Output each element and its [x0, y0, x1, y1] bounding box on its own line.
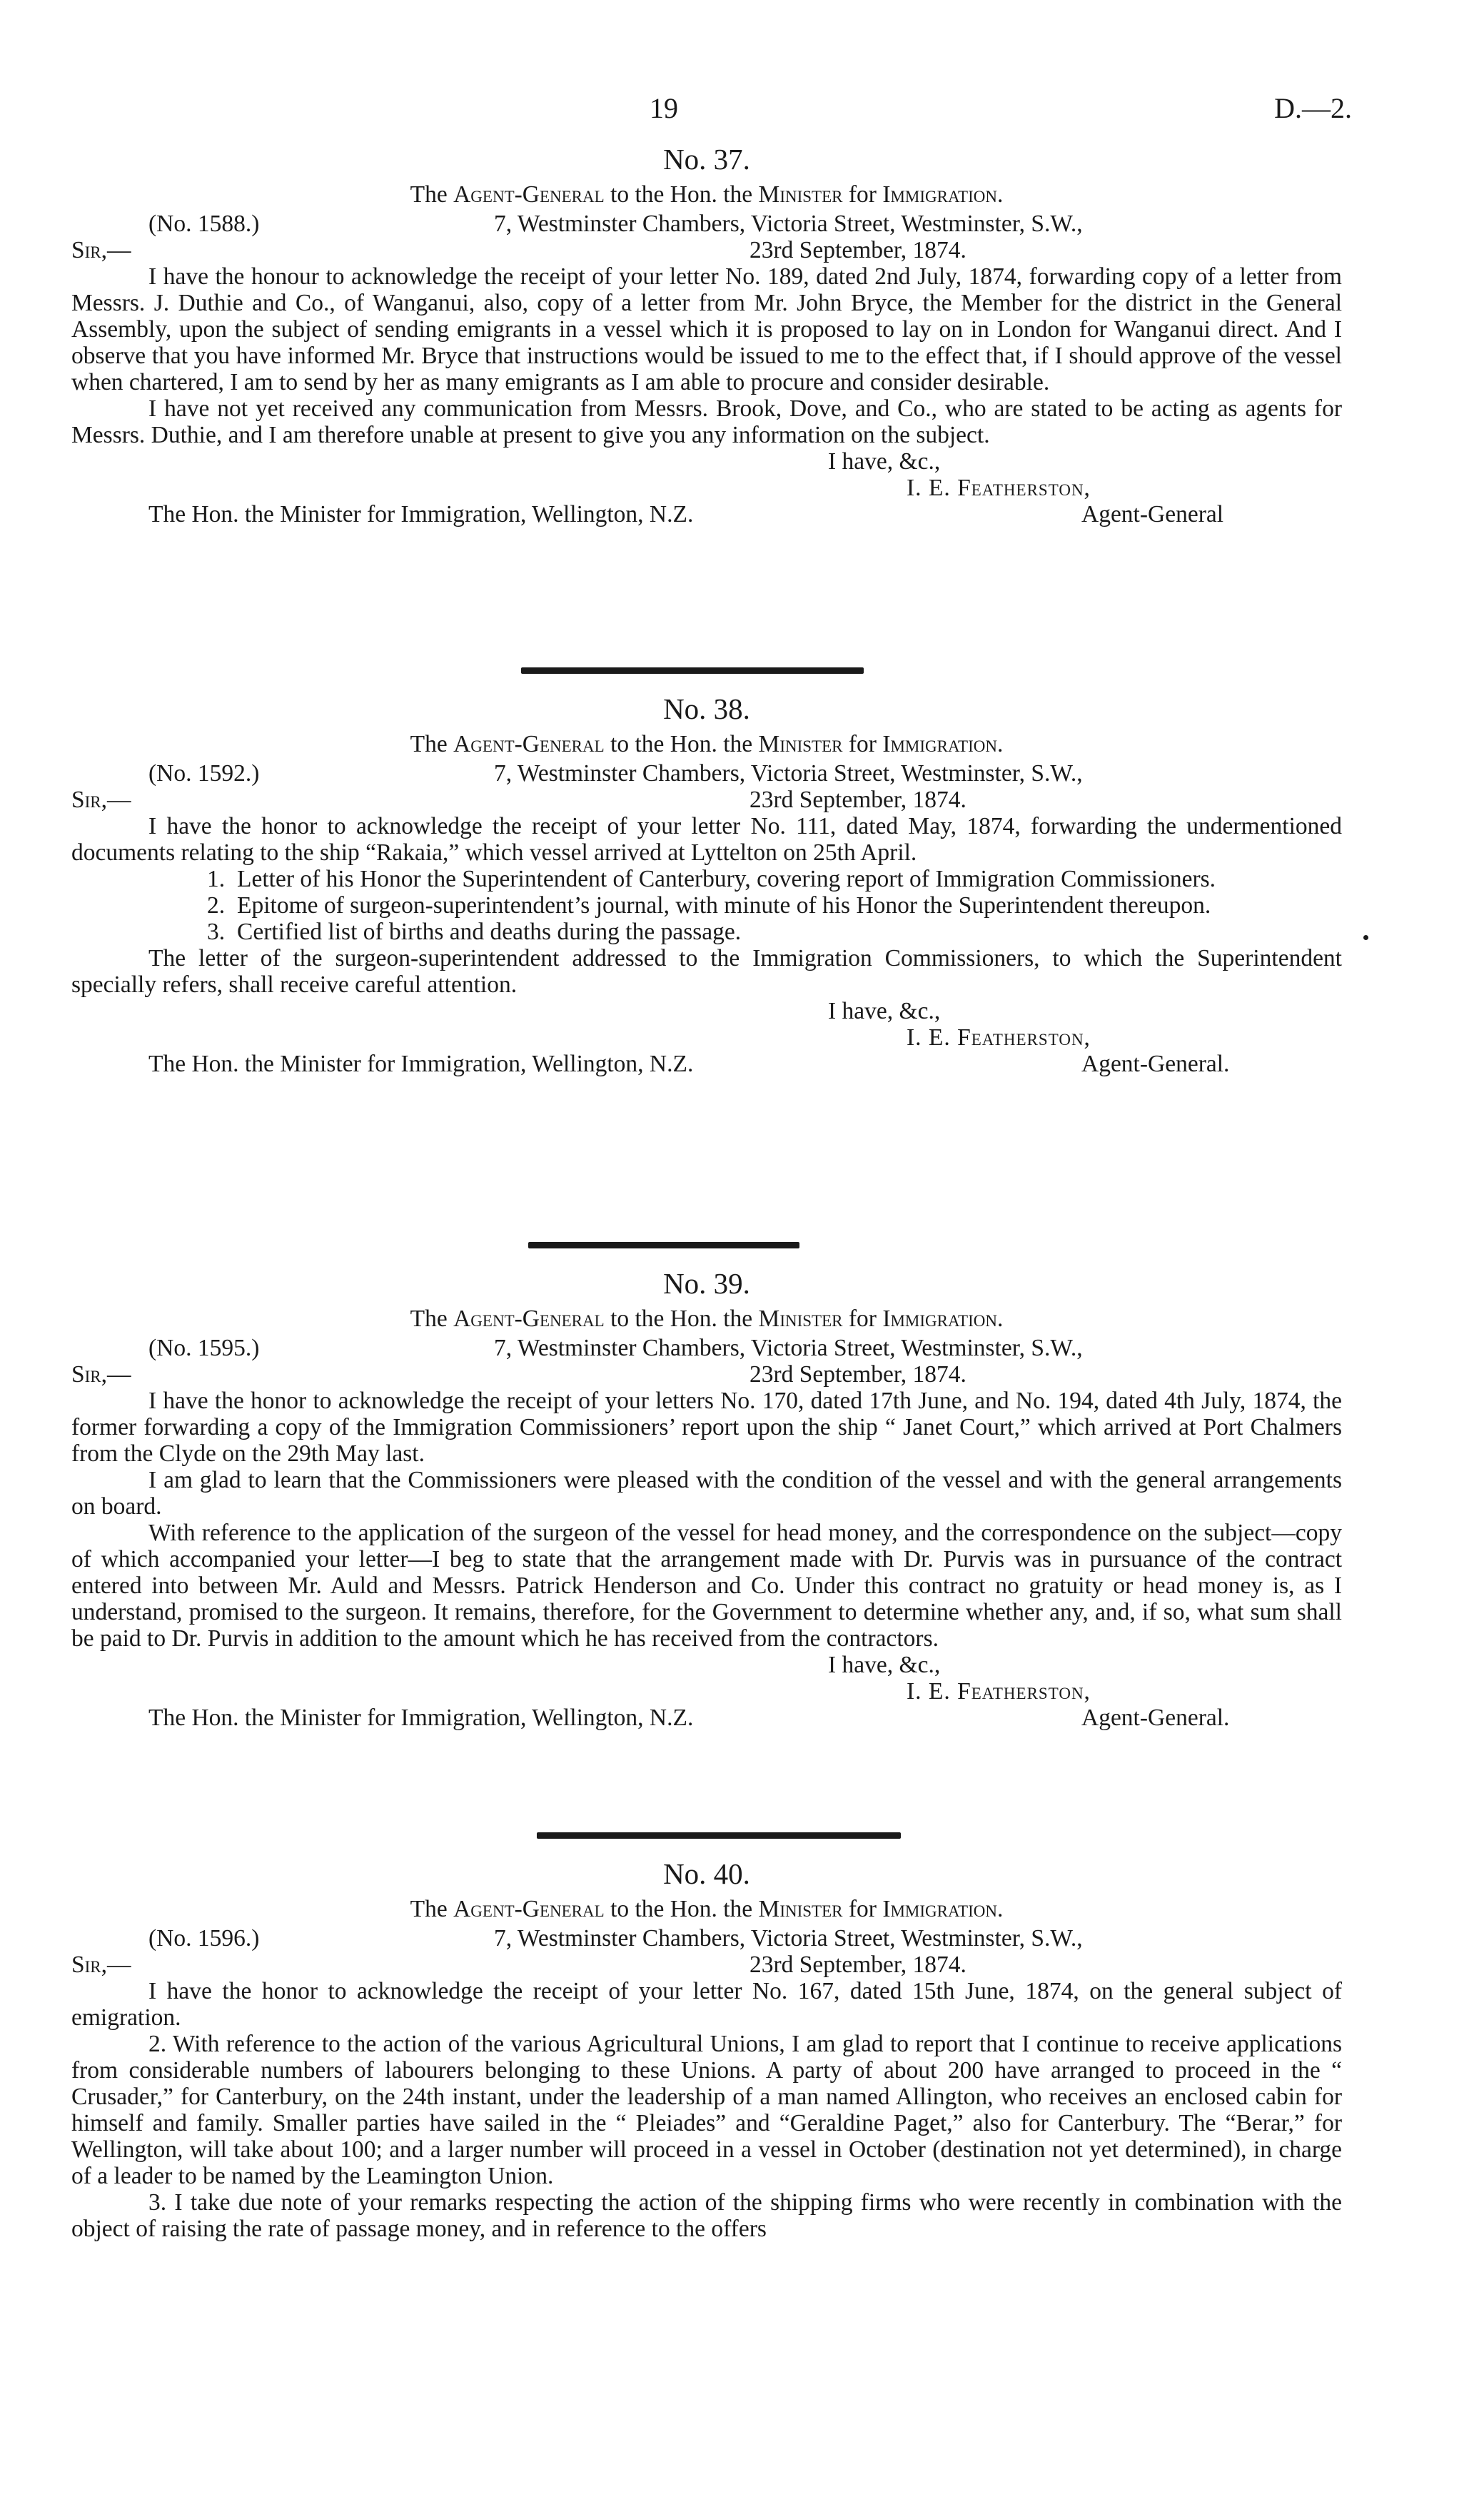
salutation: Sir,— — [71, 1361, 131, 1388]
letter-subheading — [71, 1306, 1342, 1332]
reference-row — [71, 1335, 1342, 1361]
sub-to: to the Hon. the — [610, 181, 753, 208]
sub-for: for — [848, 1896, 877, 1922]
sender-address: 7, Westminster Chambers, Victoria Street, Westminster, S.W., — [494, 1925, 1083, 1952]
sub-from: The — [410, 1896, 448, 1922]
letter-subheading — [71, 181, 1342, 208]
sub-immigration: Immigration. — [882, 1896, 1004, 1922]
sub-immigration: Immigration. — [882, 1306, 1004, 1332]
addressee: The Hon. the Minister for Immigration, Wellington, N.Z. — [148, 501, 694, 527]
salutation: Sir,— — [71, 237, 131, 263]
salutation-row — [71, 1952, 1342, 1978]
sub-agent: Agent-General — [453, 1306, 605, 1332]
sub-agent: Agent-General — [453, 1896, 605, 1922]
sub-to: to the Hon. the — [610, 1306, 753, 1332]
signer-role: Agent-General. — [1081, 1051, 1230, 1077]
section-divider — [528, 1242, 799, 1248]
letter-date: 23rd September, 1874. — [749, 237, 966, 263]
body-paragraph: With reference to the application of the surgeon of the vessel for head money, and the correspondence on the subject—copy of which accompanied your letter—I beg to state that the arrangement made with Dr. Purvis was in pursuance of the contract entered into between Mr. Auld and Messrs. Patrick Henderson and Co. Under this contract no gratuity or head money is, as I understand, promised to the surgeon. It remains, therefore, for the Government to determine whether any, and, if so, what sum shall be paid to Dr. Purvis in addition to the amount which he has received from the contractors. — [71, 1520, 1342, 1652]
letter-subheading — [71, 731, 1342, 757]
list-number: 2. — [207, 892, 226, 919]
letter-38 — [71, 692, 1342, 1077]
addressee: The Hon. the Minister for Immigration, Wellington, N.Z. — [148, 1705, 694, 1731]
sub-to: to the Hon. the — [610, 731, 753, 757]
list-item — [71, 892, 1342, 919]
sub-immigration: Immigration. — [882, 731, 1004, 757]
body-paragraph: The letter of the surgeon-superintendent addressed to the Immigration Commissioners, to which the Superintendent specially refers, shall receive careful attention. — [71, 945, 1342, 998]
body-paragraph: 2. With reference to the action of the various Agricultural Unions, I am glad to report that I continue to receive applications from considerable numbers of labourers belonging to these Unions. A party of about 200 have arranged to proceed in the “ Crusader,” for Canterbury, on the 24th instant, under the leadership of a man named Allington, who receives an enclosed cabin for himself and family. Smaller parties have sailed in the “ Pleiades” and “Geraldine Paget,” also for Canterbury. The “Berar,” for Wellington, will take about 100; and a larger number will proceed in a vessel in October (destination not yet determined), in charge of a leader to be named by the Leamington Union. — [71, 2031, 1342, 2189]
signer-role: Agent-General — [1081, 501, 1224, 527]
body-paragraph: I have the honour to acknowledge the receipt of your letter No. 189, dated 2nd July, 1874, forwarding copy of a letter from Messrs. J. Duthie and Co., of Wanganui, also, copy of a letter from Mr. John Bryce, the Member for the district in the General Assembly, upon the subject of sending emigrants in a vessel which it is proposed to lay on in London for Wanganui direct. And I observe that you have informed Mr. Bryce that instructions would be issued to me to the effect that, if I should approve of the vessel when chartered, I am to send by her as many emigrants as I am able to procure and consider desirable. — [71, 263, 1342, 395]
reference-number: (No. 1596.) — [148, 1925, 260, 1952]
addressee: The Hon. the Minister for Immigration, Wellington, N.Z. — [148, 1051, 694, 1077]
sub-minister: Minister — [758, 1306, 843, 1332]
sub-from: The — [410, 1306, 448, 1332]
list-text: Epitome of surgeon-superintendent’s journal, with minute of his Honor the Superintendent thereupon. — [237, 892, 1211, 919]
signature: I. E. Featherston, — [907, 1024, 1091, 1051]
list-item — [71, 919, 1342, 945]
addressee-row — [71, 1051, 1342, 1077]
body-paragraph: I have the honor to acknowledge the receipt of your letter No. 167, dated 15th June, 1874, on the general subject of emigration. — [71, 1978, 1342, 2031]
list-number: 1. — [207, 866, 226, 892]
closing: I have, &c., — [828, 998, 941, 1024]
salutation: Sir,— — [71, 1952, 131, 1978]
body-paragraph: I have the honor to acknowledge the receipt of your letters No. 170, dated 17th June, and No. 194, dated 4th July, 1874, the former forwarding a copy of the Immigration Commissioners’ report upon the ship “ Janet Court,” which arrived at Port Chalmers from the Clyde on the 29th May last. — [71, 1388, 1342, 1467]
page-header — [0, 91, 1484, 134]
letter-39 — [71, 1267, 1342, 1731]
letter-subheading — [71, 1896, 1342, 1922]
salutation-row — [71, 1361, 1342, 1388]
sub-immigration: Immigration. — [882, 181, 1004, 208]
reference-row — [71, 760, 1342, 787]
reference-row — [71, 1925, 1342, 1952]
closing: I have, &c., — [828, 1652, 941, 1678]
salutation-row — [71, 787, 1342, 813]
sender-address: 7, Westminster Chambers, Victoria Street, Westminster, S.W., — [494, 1335, 1083, 1361]
signature: I. E. Featherston, — [907, 1678, 1091, 1705]
signer-role: Agent-General. — [1081, 1705, 1230, 1731]
reference-number: (No. 1592.) — [148, 760, 260, 787]
margin-mark — [1363, 935, 1368, 940]
letter-40 — [71, 1857, 1342, 2242]
letter-heading: No. 38. — [663, 692, 750, 725]
reference-number: (No. 1595.) — [148, 1335, 260, 1361]
page-number: 19 — [650, 92, 678, 124]
section-divider — [537, 1832, 901, 1839]
sub-to: to the Hon. the — [610, 1896, 753, 1922]
sub-from: The — [410, 181, 448, 208]
body-paragraph: I am glad to learn that the Commissioners were pleased with the condition of the vessel and with the general arrangements on board. — [71, 1467, 1342, 1520]
sub-minister: Minister — [758, 181, 843, 208]
addressee-row — [71, 501, 1342, 527]
body-paragraph: I have not yet received any communication from Messrs. Brook, Dove, and Co., who are stated to be acting as agents for Messrs. Duthie, and I am therefore unable at present to give you any information on the subject. — [71, 395, 1342, 448]
salutation: Sir,— — [71, 787, 131, 813]
closing: I have, &c., — [828, 448, 941, 475]
sender-address: 7, Westminster Chambers, Victoria Street, Westminster, S.W., — [494, 760, 1083, 787]
reference-row — [71, 211, 1342, 237]
letter-heading: No. 39. — [663, 1267, 750, 1300]
letter-date: 23rd September, 1874. — [749, 787, 966, 813]
list-number: 3. — [207, 919, 226, 945]
sub-for: for — [848, 181, 877, 208]
sub-agent: Agent-General — [453, 181, 605, 208]
body-paragraph: I have the honor to acknowledge the receipt of your letter No. 111, dated May, 1874, forwarding the undermentioned documents relating to the ship “Rakaia,” which vessel arrived at Lyttelton on 25th April. — [71, 813, 1342, 866]
document-series: D.—2. — [1274, 92, 1352, 124]
letter-date: 23rd September, 1874. — [749, 1952, 966, 1978]
sub-for: for — [848, 1306, 877, 1332]
sub-minister: Minister — [758, 1896, 843, 1922]
letter-date: 23rd September, 1874. — [749, 1361, 966, 1388]
sub-from: The — [410, 731, 448, 757]
enclosure-list — [71, 866, 1342, 945]
sender-address: 7, Westminster Chambers, Victoria Street, Westminster, S.W., — [494, 211, 1083, 237]
letter-heading: No. 40. — [663, 1857, 750, 1890]
reference-number: (No. 1588.) — [148, 211, 260, 237]
letter-37 — [71, 143, 1342, 527]
list-text: Letter of his Honor the Superintendent of Canterbury, covering report of Immigration Commissioners. — [237, 866, 1216, 892]
letter-heading: No. 37. — [663, 143, 750, 176]
signature: I. E. Featherston, — [907, 475, 1091, 501]
section-divider — [521, 667, 864, 674]
addressee-row — [71, 1705, 1342, 1731]
sub-for: for — [848, 731, 877, 757]
sub-agent: Agent-General — [453, 731, 605, 757]
list-text: Certified list of births and deaths during the passage. — [237, 919, 742, 945]
salutation-row — [71, 237, 1342, 263]
sub-minister: Minister — [758, 731, 843, 757]
list-item — [71, 866, 1342, 892]
body-paragraph: 3. I take due note of your remarks respecting the action of the shipping firms who were recently in combination with the object of raising the rate of passage money, and in reference to the offers — [71, 2189, 1342, 2242]
